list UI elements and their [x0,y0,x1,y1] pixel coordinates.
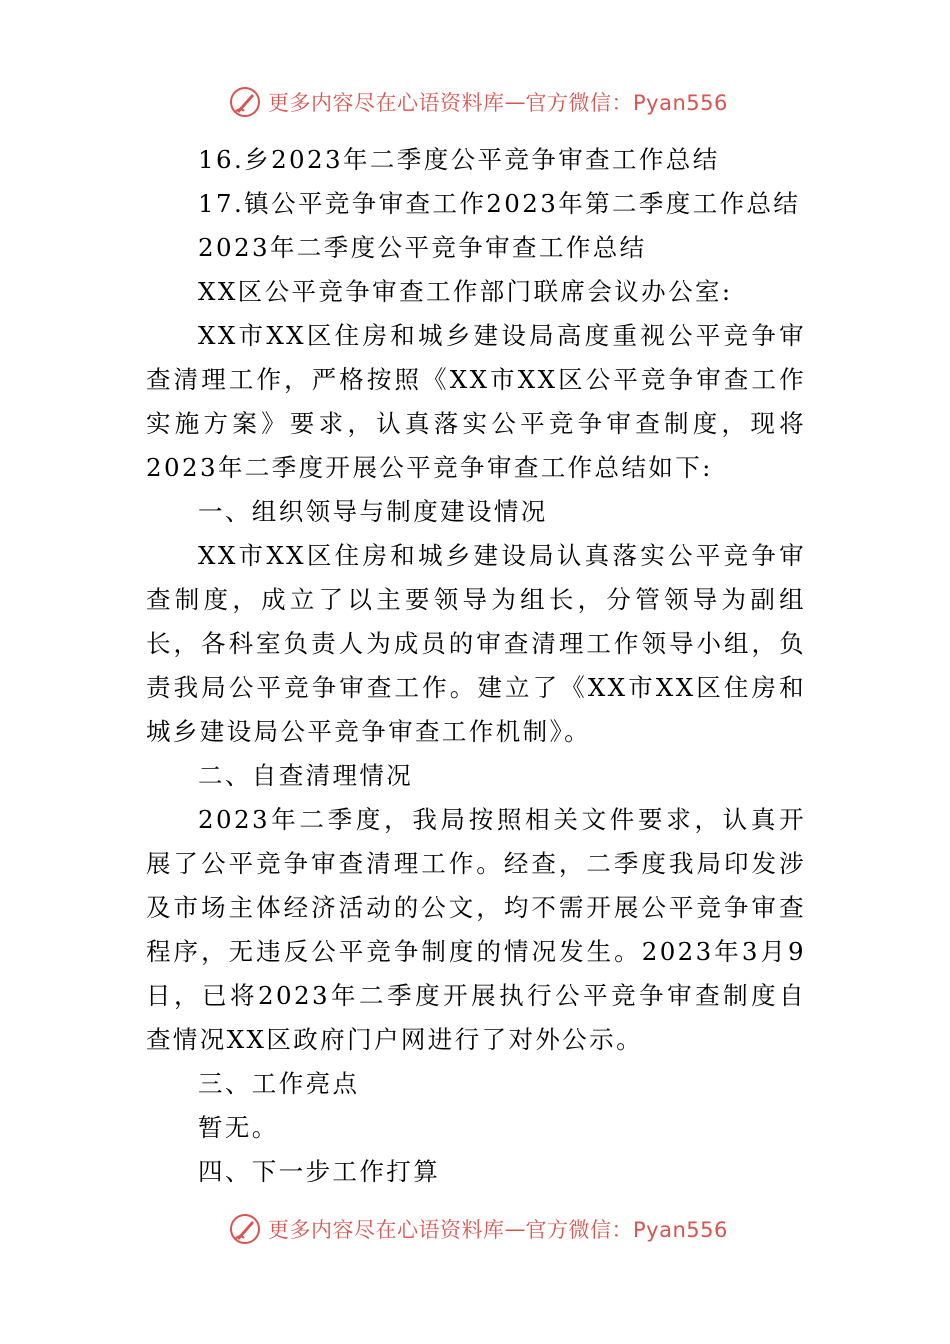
section-1-paragraph: XX市XX区住房和城乡建设局认真落实公平竞争审查制度，成立了以主要领导为组长，分管领导为副组长，各科室负责人为成员的审查清理工作领导小组，负责我局公平竞争审查工作。建立了《XX市XX区住房和城乡建设局公平竞争审查工作机制》。 [146,541,806,746]
section-3-paragraph: 暂无。 [198,1113,279,1142]
addressee: XX区公平竞争审查工作部门联席会议办公室: [198,277,733,306]
section-heading-3: 三、工作亮点 [198,1069,360,1098]
header-watermark-banner [228,82,728,122]
intro-paragraph: XX市XX区住房和城乡建设局高度重视公平竞争审查清理工作，严格按照《XX市XX区公平竞争审查工作实施方案》要求，认真落实公平竞争审查制度，现将2023年二季度开展公平竞争审查工作总结如下: [146,321,806,482]
list-item-17: 17.镇公平竞争审查工作2023年第二季度工作总结 [198,189,801,218]
footer-watermark-banner [228,1209,728,1249]
document-body [146,138,806,1194]
section-heading-2: 二、自查清理情况 [198,761,414,790]
banner-contact: 官方微信：Pyan556 [525,91,728,115]
banner-contact: 官方微信：Pyan556 [525,1218,728,1242]
list-item-16: 16.乡2023年二季度公平竞争审查工作总结 [198,145,720,174]
section-2-paragraph: 2023年二季度，我局按照相关文件要求，认真开展了公平竞争审查清理工作。经查，二季度我局印发涉及市场主体经济活动的公文，均不需开展公平竞争审查程序，无违反公平竞争制度的情况发生。2023年3月9日，已将2023年二季度开展执行公平竞争审查制度自查情况XX区政府门户网进行了对外公示。 [146,805,806,1054]
quill-pen-icon [228,85,262,119]
banner-text: 更多内容尽在心语资料库 [268,1218,505,1242]
section-heading-1: 一、组织领导与制度建设情况 [198,497,548,526]
quill-pen-icon [228,1212,262,1246]
banner-dash: — [504,90,526,114]
banner-text: 更多内容尽在心语资料库 [268,91,505,115]
banner-dash: — [504,1217,526,1241]
document-title: 2023年二季度公平竞争审查工作总结 [198,233,647,262]
section-heading-4: 四、下一步工作打算 [198,1157,441,1186]
